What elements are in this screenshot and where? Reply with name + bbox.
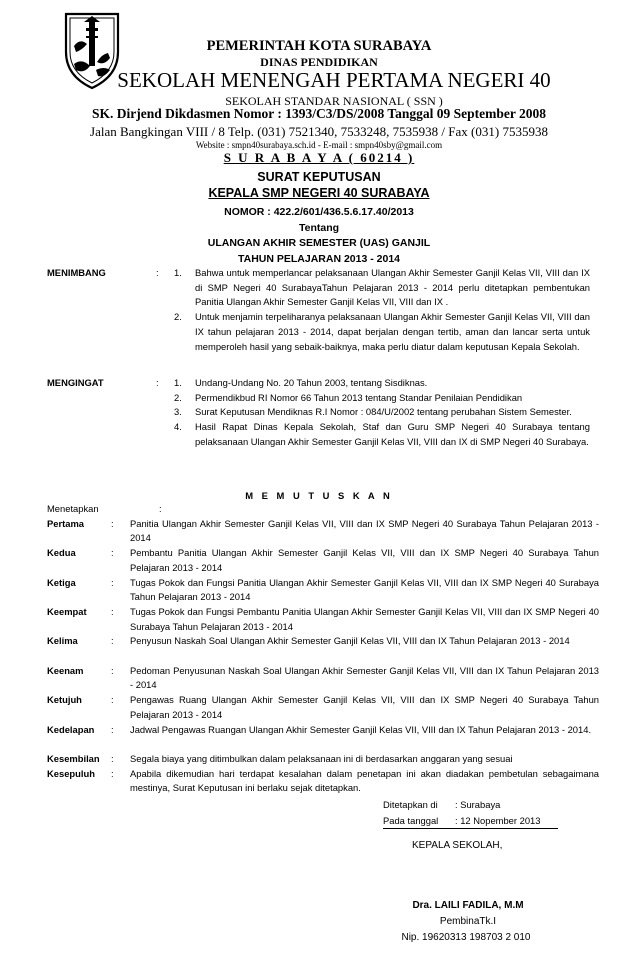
- menetapkan-colon: :: [159, 503, 162, 514]
- decision-colon: :: [111, 752, 114, 764]
- letterhead-ssn: SEKOLAH STANDAR NASIONAL ( SSN ): [225, 94, 443, 108]
- decision-text: Penyusun Naskah Soal Ulangan Akhir Semester Ganjil Kelas VII, VIII dan IX Tahun Pelajaran 2013 - 2014: [130, 635, 570, 647]
- decision-label: Keempat: [47, 605, 87, 617]
- signatory-name: Dra. LAILI FADILA, M.M: [412, 900, 524, 911]
- decision-row: [47, 517, 599, 546]
- signatory-nip: Nip. 19620313 198703 2 010: [401, 932, 531, 943]
- doc-number: NOMOR : 422.2/601/436.5.6.17.40/2013: [224, 206, 414, 218]
- decision-colon: :: [111, 723, 114, 735]
- decision-label: Pertama: [47, 517, 85, 529]
- item-text: Surat Keputusan Mendiknas R.I Nomor : 084/U/2002 tentang perubahan Sistem Semester.: [195, 406, 572, 418]
- mengingat-colon: :: [156, 377, 159, 388]
- mengingat-item: [174, 405, 590, 420]
- item-text: Bahwa untuk memperlancar pelaksanaan Ulangan Akhir Semester Ganjil Kelas VII, VIII dan IX di SMP Negeri 40 SurabayaTahun Pelajaran 2013 - 2014 perlu ditetapkan pembentukan Panitia Ulangan Akhir Semester Ganjil Kelas VII, VIII dan IX .: [195, 267, 590, 308]
- decision-row: [47, 576, 599, 605]
- menetapkan-label: Menetapkan: [47, 503, 99, 514]
- menimbang-label: MENIMBANG: [47, 267, 106, 278]
- letterhead-department: DINAS PENDIDIKAN: [260, 55, 378, 69]
- decision-label: Kedelapan: [47, 723, 95, 735]
- doc-issuer: KEPALA SMP NEGERI 40 SURABAYA: [208, 186, 430, 200]
- decision-list: [47, 502, 599, 796]
- letterhead-website: Website : smpn40surabaya.sch.id - E-mail : smpn40sby@gmail.com: [195, 140, 443, 150]
- menimbang-list: [174, 266, 590, 354]
- item-number: 2.: [174, 391, 182, 403]
- decision-label: Ketujuh: [47, 694, 82, 706]
- date-value: : 12 Nopember 2013: [455, 815, 541, 826]
- mengingat-item: [174, 420, 590, 449]
- menimbang-item: [174, 310, 590, 354]
- decision-label: Kelima: [47, 635, 78, 647]
- letterhead-address: Jalan Bangkingan VIII / 8 Telp. (031) 7521340, 7533248, 7535938 / Fax (031) 7535938: [90, 124, 548, 139]
- place-label: Ditetapkan di: [383, 799, 438, 810]
- letterhead-sk: SK. Dirjend Dikdasmen Nomor : 1393/C3/DS/2008 Tanggal 09 September 2008: [91, 106, 547, 121]
- decision-text: Segala biaya yang ditimbulkan dalam pelaksanaan ini di berdasarkan anggaran yang sesuai: [130, 752, 513, 764]
- decision-colon: :: [111, 547, 114, 559]
- decision-colon: :: [111, 517, 114, 529]
- doc-subject: ULANGAN AKHIR SEMESTER (UAS) GANJIL: [207, 237, 431, 249]
- decision-row: [47, 693, 599, 722]
- doc-year: TAHUN PELAJARAN 2013 - 2014: [237, 253, 401, 265]
- decision-row: [47, 634, 599, 663]
- decision-label: Kesembilan: [47, 752, 100, 764]
- date-label: Pada tanggal: [383, 815, 439, 826]
- decision-text: Tugas Pokok dan Fungsi Panitia Ulangan Akhir Semester Ganjil Kelas VII, VIII dan IX SMP Negeri 40 Surabaya Tahun Pelajaran 2013 - 2014: [130, 576, 599, 603]
- decision-row: [47, 546, 599, 575]
- item-number: 2.: [174, 311, 182, 323]
- letterhead-government: PEMERINTAH KOTA SURABAYA: [206, 38, 432, 54]
- decision-colon: :: [111, 694, 114, 706]
- doc-tentang: Tentang: [298, 222, 340, 234]
- decision-label: Kesepuluh: [47, 767, 95, 779]
- decision-colon: :: [111, 664, 114, 676]
- item-number: 4.: [174, 421, 182, 433]
- doc-title: SURAT KEPUTUSAN: [257, 170, 381, 184]
- item-text: Untuk menjamin terpeliharanya pelaksanaan Ulangan Akhir Semester Ganjil Kelas VII, VIII dan IX tahun pelajaran 2013 - 2014, dapat berjalan dengan tertib, aman dan lancar serta untuk memperoleh hasil yang sebaik-baiknya, maka perlu diatur dalam keputusan Kepala Sekolah.: [195, 311, 590, 352]
- signatory-position: KEPALA SEKOLAH,: [412, 840, 503, 851]
- place-value: : Surabaya: [455, 799, 501, 810]
- item-number: 3.: [174, 406, 182, 418]
- menimbang-item: [174, 266, 590, 310]
- decision-colon: :: [111, 635, 114, 647]
- mengingat-list: [174, 376, 590, 450]
- item-number: 1.: [174, 267, 182, 278]
- decision-row: [47, 605, 599, 634]
- date-row: [383, 815, 558, 829]
- signatory-rank: PembinaTk.I: [439, 916, 497, 927]
- decision-colon: :: [111, 605, 114, 617]
- letterhead-city: S U R A B A Y A ( 60214 ): [223, 150, 415, 165]
- mengingat-item: [174, 376, 590, 391]
- item-text: Hasil Rapat Dinas Kepala Sekolah, Staf dan Guru SMP Negeri 40 Surabaya tentang pelaksanaan Ulangan Akhir Semester Ganjil Kelas VII, VIII dan IX di SMP Negeri 40 Surabaya.: [195, 421, 590, 447]
- decision-text: Panitia Ulangan Akhir Semester Ganjil Kelas VII, VIII dan IX SMP Negeri 40 Surabaya Tahun Pelajaran 2013 - 2014: [130, 517, 599, 544]
- mengingat-item: [174, 391, 590, 406]
- letterhead-school-name: SEKOLAH MENENGAH PERTAMA NEGERI 40: [117, 68, 551, 92]
- memutuskan-heading: M E M U T U S K A N: [245, 490, 393, 501]
- decision-row: [47, 723, 599, 752]
- mengingat-label: MENGINGAT: [47, 377, 104, 388]
- decision-text: Pedoman Penyusunan Naskah Soal Ulangan Akhir Semester Ganjil Kelas VII, VIII dan IX Tahun Pelajaran 2013 - 2014: [130, 664, 599, 691]
- decision-text: Apabila dikemudian hari terdapat kesalahan dalam penetapan ini akan diadakan pembetulan sebagaimana mestinya, Surat Keputusan ini berlaku sejak ditetapkan.: [130, 767, 599, 794]
- decision-colon: :: [111, 576, 114, 588]
- decision-label: Kedua: [47, 547, 76, 559]
- decision-row: [47, 767, 599, 796]
- item-text: Undang-Undang No. 20 Tahun 2003, tentang Sisdiknas.: [195, 377, 428, 388]
- decision-text: Jadwal Pengawas Ruangan Ulangan Akhir Semester Ganjil Kelas VII, VIII dan IX Tahun Pelajaran 2013 - 2014.: [130, 723, 592, 735]
- decision-row: [47, 752, 599, 767]
- decision-colon: :: [111, 767, 114, 779]
- decision-label: Keenam: [47, 664, 84, 676]
- menimbang-colon: :: [156, 267, 159, 278]
- decision-row: [47, 664, 599, 693]
- decision-text: Tugas Pokok dan Fungsi Pembantu Panitia Ulangan Akhir Semester Ganjil Kelas VII, VIII dan IX SMP Negeri 40 Surabaya Tahun Pelajaran 2013 - 2014: [130, 605, 599, 632]
- decision-text: Pengawas Ruang Ulangan Akhir Semester Ganjil Kelas VII, VIII dan IX SMP Negeri 40 Surabaya Tahun Pelajaran 2013 - 2014: [130, 694, 599, 720]
- decision-label: Ketiga: [47, 576, 76, 588]
- item-number: 1.: [174, 377, 182, 388]
- item-text: Permendikbud RI Nomor 66 Tahun 2013 tentang Standar Penilaian Pendidikan: [195, 391, 523, 403]
- menetapkan-row: [47, 502, 599, 517]
- decision-text: Pembantu Panitia Ulangan Akhir Semester Ganjil Kelas VII, VIII dan IX SMP Negeri 40 Surabaya Tahun Pelajaran 2013 - 2014: [130, 547, 599, 573]
